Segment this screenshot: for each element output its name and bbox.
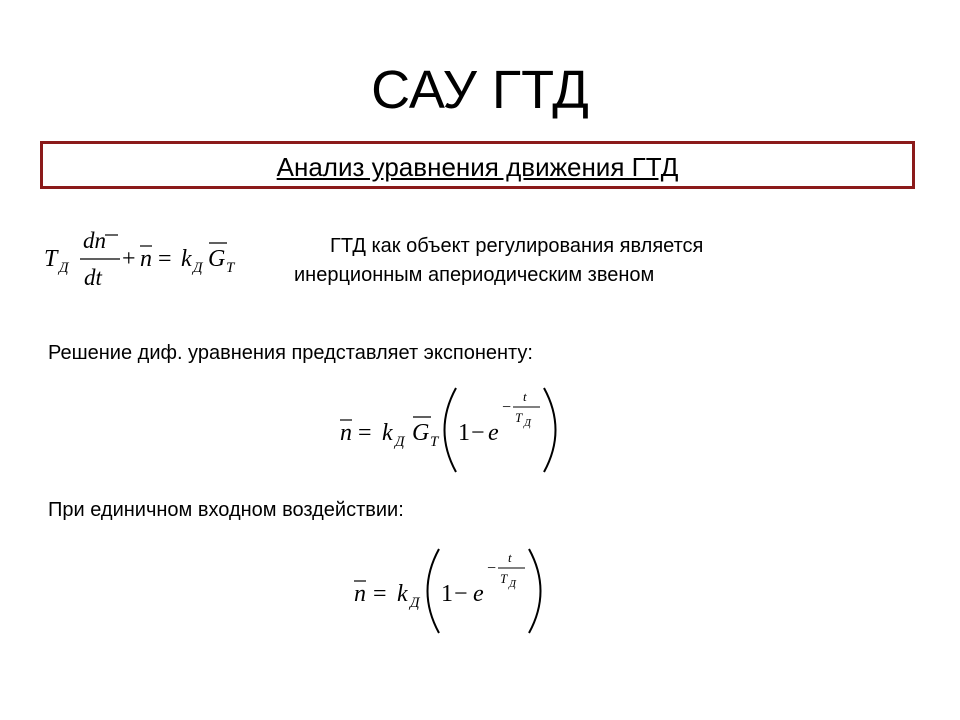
exponent-base: e: [488, 420, 499, 446]
derivative-denominator: dt: [84, 265, 102, 290]
time-constant-symbol: T: [44, 246, 58, 272]
speed-symbol: n: [340, 420, 352, 446]
one-digit: 1: [441, 581, 453, 607]
diff-equation-formula: [40, 222, 260, 294]
gain-symbol: k: [397, 581, 408, 607]
minus-sign: −: [454, 581, 468, 607]
right-parenthesis: [544, 388, 556, 472]
object-text-line-1: ГТД как объект регулирования является: [330, 235, 704, 257]
gain-subscript: Д: [395, 434, 405, 450]
plus-sign: +: [122, 246, 136, 272]
time-constant-subscript: Д: [59, 260, 69, 276]
gain-symbol: k: [181, 246, 192, 272]
one-digit: 1: [458, 420, 470, 446]
unit-input-label: При единичном входном воздействии:: [48, 499, 404, 521]
exponent-base: e: [473, 581, 484, 607]
subtitle-text: Анализ уравнения движения ГТД: [276, 152, 679, 182]
fuel-flow-symbol: G: [412, 420, 430, 446]
exponent-minus: −: [502, 399, 512, 416]
derivative-numerator: dn: [83, 228, 106, 253]
fuel-flow-subscript: Т: [430, 434, 439, 450]
subtitle-box: [40, 141, 915, 189]
exponent-numerator: t: [523, 389, 527, 404]
gain-subscript: Д: [193, 260, 203, 276]
object-text-line-2: инерционным апериодическим звеном: [294, 264, 655, 286]
exponent-numerator: t: [508, 550, 512, 565]
unit-step-formula: [346, 543, 556, 639]
gain-subscript: Д: [410, 595, 420, 611]
solution-formula: [330, 382, 570, 478]
exponent-minus: −: [487, 560, 497, 577]
equals-sign: =: [358, 420, 372, 446]
gain-symbol: k: [382, 420, 393, 446]
minus-sign: −: [471, 420, 485, 446]
exponent-denominator-subscript: Д: [509, 578, 516, 590]
right-parenthesis: [529, 549, 541, 633]
exponent-denominator: T: [500, 571, 508, 586]
left-parenthesis: [445, 388, 457, 472]
exponent-denominator-subscript: Д: [524, 417, 531, 429]
equals-sign: =: [158, 246, 172, 272]
speed-symbol: n: [354, 581, 366, 607]
solution-label: Решение диф. уравнения представляет экспоненту:: [48, 342, 533, 364]
exponent-denominator: T: [515, 410, 523, 425]
fuel-flow-subscript: Т: [226, 260, 235, 276]
speed-symbol: n: [140, 246, 152, 272]
fuel-flow-symbol: G: [208, 246, 226, 272]
equals-sign: =: [373, 581, 387, 607]
left-parenthesis: [428, 549, 440, 633]
slide-title: САУ ГТД: [371, 60, 589, 120]
